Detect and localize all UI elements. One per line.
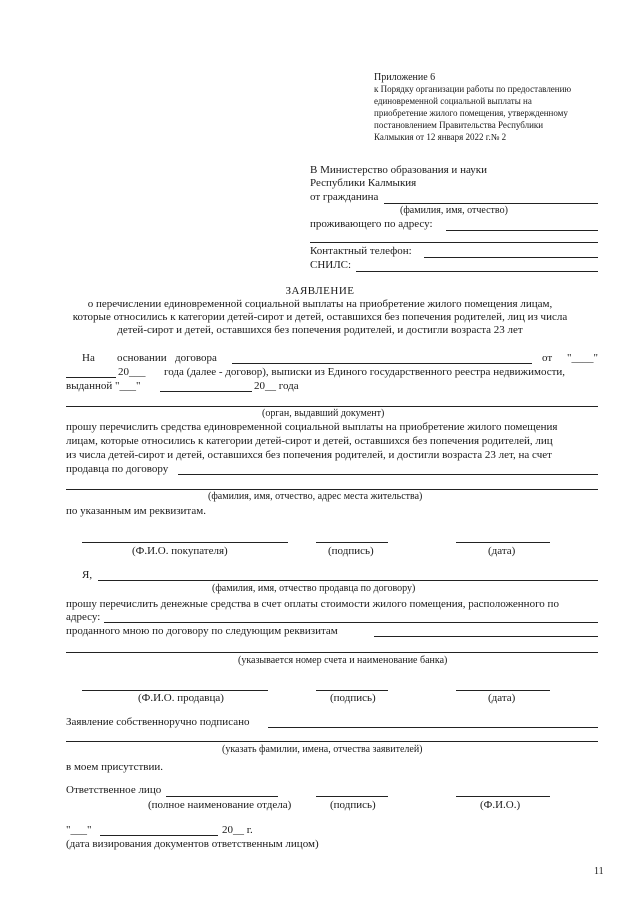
- seller-line[interactable]: [178, 474, 598, 475]
- appendix-line: Калмыкия от 12 января 2022 г.№ 2: [374, 132, 507, 142]
- buyer-fio-hint: (Ф.И.О. покупателя): [132, 545, 228, 557]
- title-subline: которые относились к категории детей-сирот и детей, оставшихся без попечения родителей, лиц из числа: [72, 311, 568, 323]
- transfer-line: прошу перечислить денежные средства в счет оплаты стоимости жилого помещения, расположенного по: [66, 598, 559, 610]
- signature-hint: (подпись): [328, 545, 374, 557]
- visa-hint: (дата визирования документов ответственным лицом): [66, 838, 319, 850]
- contract-line[interactable]: [232, 363, 532, 364]
- seller-fio-hint: (фамилия, имя, отчество продавца по договору): [212, 583, 416, 594]
- basis-word: основании: [117, 352, 167, 364]
- sold-by-me: проданного мною по договору по следующим реквизитам: [66, 625, 338, 637]
- basis-word: На: [82, 352, 95, 364]
- addressee-republic: Республики Калмыкия: [310, 177, 417, 189]
- requisites-line[interactable]: [374, 636, 598, 637]
- year-rest: года (далее - договор), выписки из Единого государственного реестра недвижимости,: [164, 366, 566, 378]
- buyer-fio-line[interactable]: [82, 542, 288, 543]
- issued-date-line[interactable]: [160, 391, 252, 392]
- phone-line[interactable]: [424, 257, 598, 258]
- date-hint: (дата): [488, 692, 516, 704]
- issued-label: выданной "___": [66, 380, 141, 392]
- basis-word: договора: [175, 352, 217, 364]
- seller-line-2[interactable]: [66, 489, 598, 490]
- seller-date-line[interactable]: [456, 690, 550, 691]
- snils-label: СНИЛС:: [310, 259, 352, 271]
- basis-quote: "____": [567, 352, 598, 364]
- issued-year: 20__ года: [254, 380, 299, 392]
- bank-hint: (указывается номер счета и наименование банка): [238, 655, 448, 666]
- dept-hint: (полное наименование отдела): [148, 799, 292, 811]
- requisites-line-2[interactable]: [66, 652, 598, 653]
- date-hint: (дата): [488, 545, 516, 557]
- citizen-name-line[interactable]: [384, 203, 598, 204]
- appendix-line: приобретение жилого помещения, утвержденному: [374, 108, 568, 118]
- address-line-2[interactable]: [310, 242, 598, 243]
- request-line: продавца по договору: [66, 463, 169, 475]
- in-presence: в моем присутствии.: [66, 761, 163, 773]
- signed-personally: Заявление собственноручно подписано: [66, 716, 250, 728]
- final-date-line[interactable]: [100, 835, 218, 836]
- title-subline: о перечислении единовременной социальной выплаты на приобретение жилого помещения лицам,: [87, 298, 553, 310]
- buyer-date-line[interactable]: [456, 542, 550, 543]
- request-line: прошу перечислить средства единовременной социальной выплаты на приобретение жилого помещения: [66, 421, 558, 433]
- seller-fio-hint-short: (Ф.И.О. продавца): [138, 692, 224, 704]
- snils-line[interactable]: [356, 271, 598, 272]
- transfer-address-line[interactable]: [104, 622, 598, 623]
- document-title: ЗАЯВЛЕНИЕ: [285, 285, 355, 297]
- appendix-title: Приложение 6: [374, 72, 436, 83]
- address-line[interactable]: [446, 230, 598, 231]
- applicants-hint: (указать фамилии, имена, отчества заявителей): [222, 744, 423, 755]
- dept-line[interactable]: [166, 796, 278, 797]
- addressee-ministry: В Министерство образования и науки: [310, 164, 488, 176]
- signature-hint: (подпись): [330, 692, 376, 704]
- seller-name-line[interactable]: [98, 580, 598, 581]
- responsible-label: Ответственное лицо: [66, 784, 162, 796]
- title-subline: детей-сирот и детей, оставшихся без попечения родителей, и достигли возраста 23 лет: [117, 324, 523, 336]
- seller-hint: (фамилия, имя, отчество, адрес места жительства): [208, 491, 423, 502]
- applicants-line[interactable]: [268, 727, 598, 728]
- page-number: 11: [594, 866, 604, 877]
- request-line: лицам, которые относились к категории детей-сирот и детей, оставшихся без попечения родителей, лиц: [66, 435, 553, 447]
- fio-short-hint: (Ф.И.О.): [480, 799, 521, 811]
- basis-ot: от: [542, 352, 553, 364]
- year-20: 20___: [118, 366, 146, 378]
- phone-label: Контактный телефон:: [310, 245, 412, 257]
- final-date-year: 20__ г.: [222, 824, 253, 836]
- contract-date-line[interactable]: [66, 377, 116, 378]
- address-label: проживающего по адресу:: [310, 218, 433, 230]
- by-requisites: по указанным им реквизитам.: [66, 505, 206, 517]
- signature-hint: (подпись): [330, 799, 376, 811]
- final-date-quote: "___": [66, 824, 92, 836]
- applicants-line-2[interactable]: [66, 741, 598, 742]
- responsible-signature-line[interactable]: [316, 796, 388, 797]
- ya-label: Я,: [82, 569, 93, 581]
- responsible-fio-line[interactable]: [456, 796, 550, 797]
- fio-hint: (фамилия, имя, отчество): [400, 205, 508, 216]
- from-citizen-label: от гражданина: [310, 191, 379, 203]
- appendix-line: единовременной социальной выплаты на: [374, 96, 532, 106]
- seller-fio-line[interactable]: [82, 690, 268, 691]
- organ-hint: (орган, выдавший документ): [262, 408, 385, 419]
- appendix-line: постановлением Правительства Республики: [374, 120, 544, 130]
- request-line: из числа детей-сирот и детей, оставшихся без попечения родителей, и достигли возраста 23 лет, на счет: [66, 449, 552, 461]
- buyer-signature-line[interactable]: [316, 542, 388, 543]
- organ-line[interactable]: [66, 406, 598, 407]
- appendix-line: к Порядку организации работы по предоставлению: [374, 84, 572, 94]
- transfer-address-label: адресу:: [66, 611, 101, 623]
- seller-signature-line[interactable]: [316, 690, 388, 691]
